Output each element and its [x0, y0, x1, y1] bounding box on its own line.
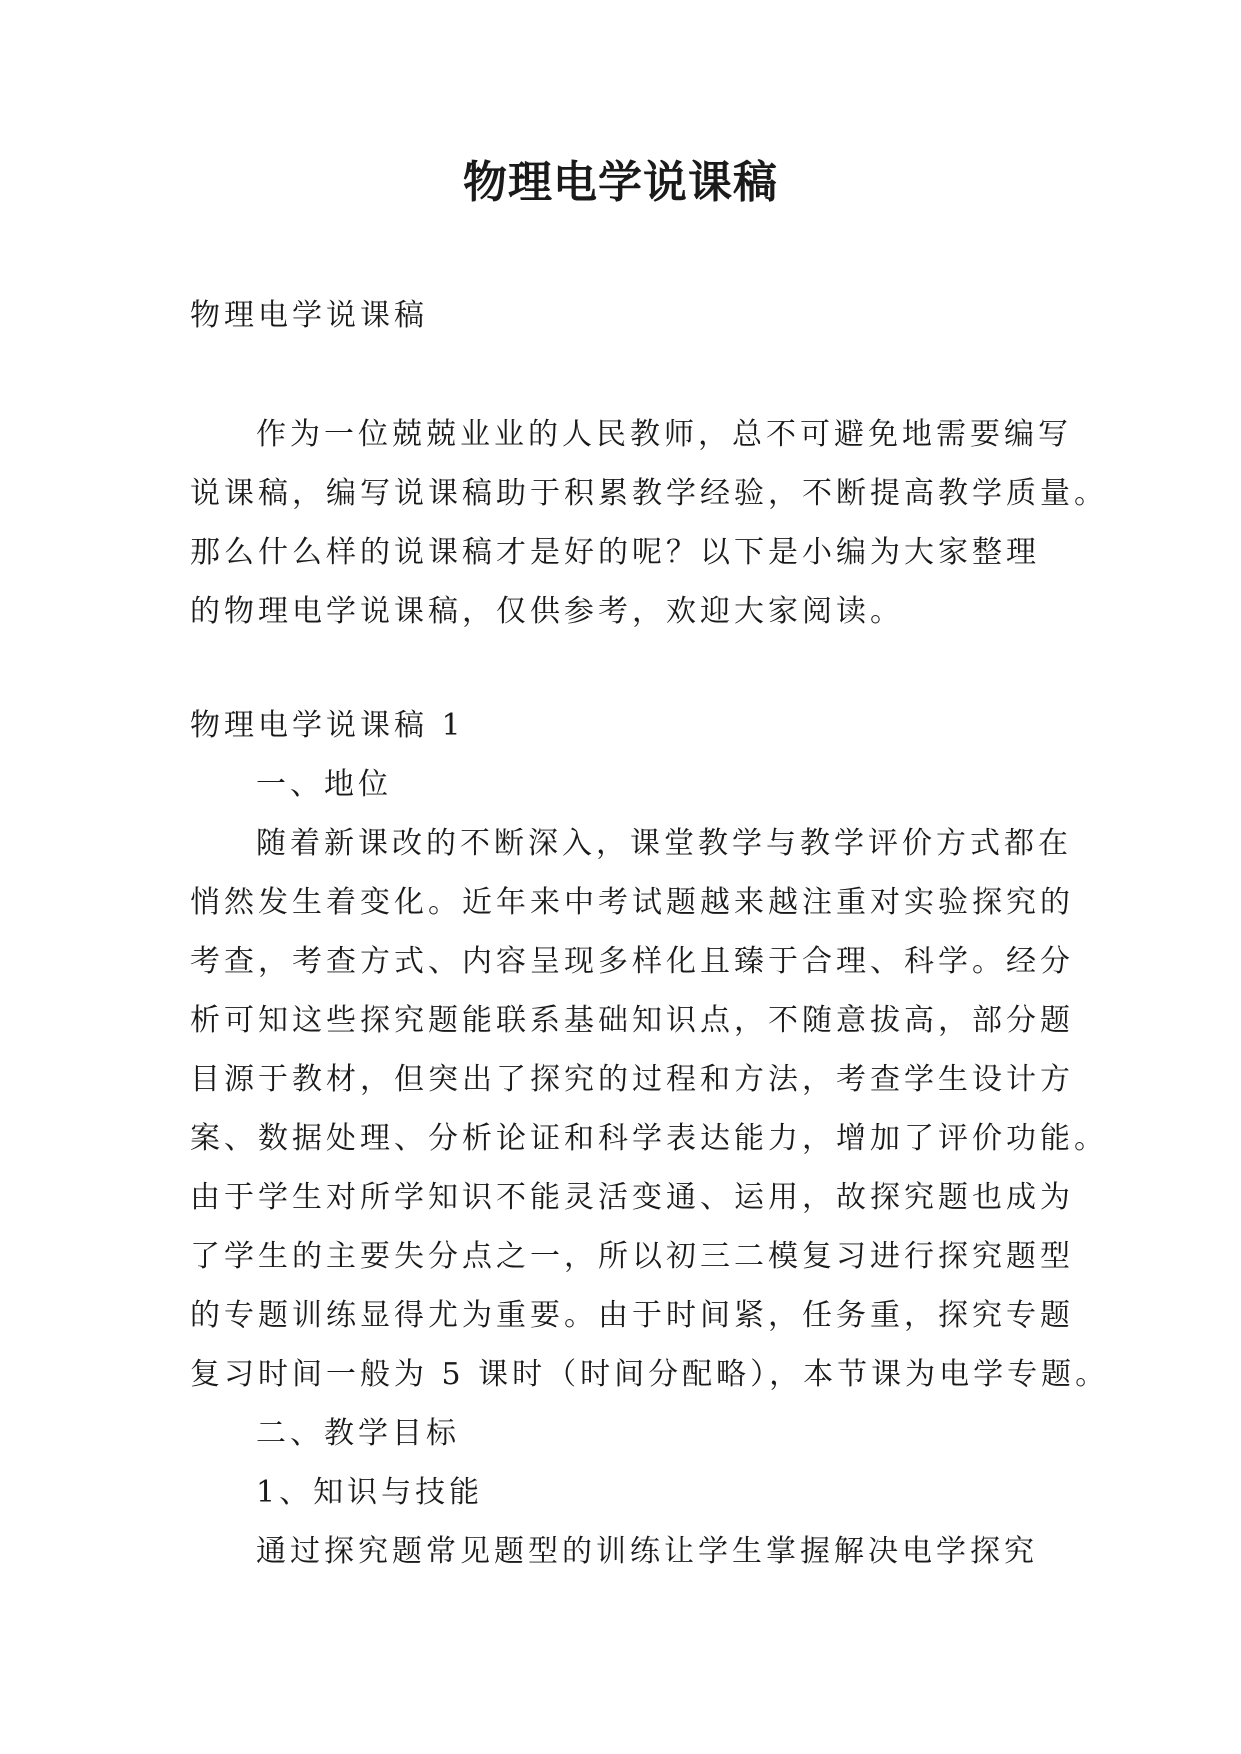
- position-line: 悄然发生着变化。近年来中考试题越来越注重对实验探究的: [190, 885, 1074, 920]
- section-1: [190, 696, 1110, 1581]
- position-line: 的专题训练显得尤为重要。由于时间紧，任务重，探究专题: [190, 1298, 1074, 1333]
- position-line: 了学生的主要失分点之一，所以初三二模复习进行探究题型: [190, 1239, 1074, 1274]
- position-line: 案、数据处理、分析论证和科学表达能力，增加了评价功能。: [190, 1121, 1108, 1156]
- position-line: 析可知这些探究题能联系基础知识点，不随意拔高，部分题: [190, 1003, 1074, 1038]
- knowledge-heading: 1、知识与技能: [256, 1475, 484, 1510]
- subtitle-text: 物理电学说课稿: [190, 298, 428, 333]
- document-title: 物理电学说课稿: [463, 157, 778, 208]
- goals-heading: 二、教学目标: [256, 1416, 460, 1451]
- position-heading: 一、地位: [256, 767, 392, 802]
- knowledge-line: 通过探究题常见题型的训练让学生掌握解决电学探究: [256, 1534, 1038, 1569]
- section-heading: 物理电学说课稿 1: [190, 708, 465, 743]
- position-line: 由于学生对所学知识不能灵活变通、运用，故探究题也成为: [190, 1180, 1074, 1215]
- intro-paragraph: [190, 405, 1108, 641]
- intro-line: 那么什么样的说课稿才是好的呢？以下是小编为大家整理: [190, 535, 1040, 570]
- intro-line: 的物理电学说课稿，仅供参考，欢迎大家阅读。: [190, 594, 904, 629]
- intro-line: 作为一位兢兢业业的人民教师，总不可避免地需要编写: [256, 417, 1072, 452]
- position-line: 目源于教材，但突出了探究的过程和方法，考查学生设计方: [190, 1062, 1074, 1097]
- position-line: 随着新课改的不断深入，课堂教学与教学评价方式都在: [256, 826, 1072, 861]
- intro-line: 说课稿，编写说课稿助于积累教学经验，不断提高教学质量。: [190, 476, 1108, 511]
- document-subtitle: [190, 286, 1060, 345]
- position-line: 复习时间一般为 5 课时（时间分配略），本节课为电学专题。: [190, 1357, 1110, 1392]
- position-line: 考查，考查方式、内容呈现多样化且臻于合理、科学。经分: [190, 944, 1074, 979]
